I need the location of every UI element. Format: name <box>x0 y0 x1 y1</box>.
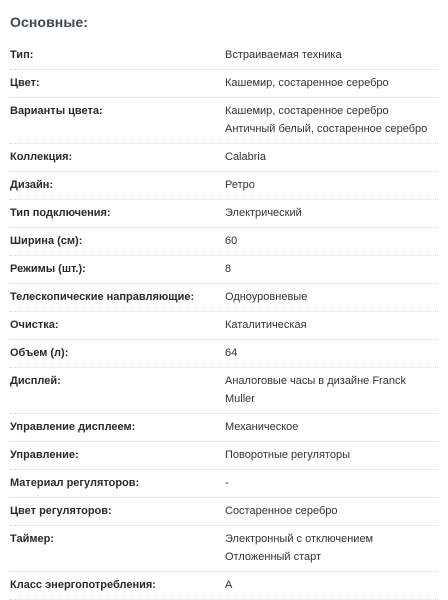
spec-value-line: Античный белый, состаренное серебро <box>225 123 428 135</box>
spec-label: Цвет регуляторов: <box>10 505 112 517</box>
spec-value-line: Отложенный старт <box>225 551 322 563</box>
spec-row <box>10 414 438 442</box>
spec-value-line: Каталитическая <box>225 319 307 331</box>
spec-label: Дизайн: <box>10 179 54 191</box>
spec-row <box>10 70 438 98</box>
spec-row <box>10 256 438 284</box>
spec-row <box>10 172 438 200</box>
spec-row <box>10 98 438 144</box>
spec-value <box>225 232 438 250</box>
spec-value <box>225 316 438 334</box>
section-title: Основные: <box>10 14 89 30</box>
spec-row <box>10 442 438 470</box>
spec-label: Класс энергопотребления: <box>10 579 156 591</box>
spec-row <box>10 200 438 228</box>
spec-value-line: Кашемир, состаренное серебро <box>225 105 389 117</box>
spec-label: Очистка: <box>10 319 59 331</box>
spec-label: Ширина (см): <box>10 235 83 247</box>
spec-value-line: 8 <box>225 263 232 275</box>
spec-row <box>10 144 438 172</box>
spec-row <box>10 470 438 498</box>
spec-row <box>10 228 438 256</box>
spec-value <box>225 46 438 64</box>
spec-value-line: Calabria <box>225 151 266 163</box>
spec-label: Объем (л): <box>10 347 69 359</box>
spec-value-line: 64 <box>225 347 238 359</box>
spec-value <box>225 418 438 436</box>
spec-value <box>225 204 438 222</box>
spec-label: Варианты цвета: <box>10 105 103 117</box>
spec-label: Коллекция: <box>10 151 73 163</box>
spec-value <box>225 446 438 464</box>
spec-value-line: Встраиваемая техника <box>225 49 342 61</box>
spec-value <box>225 530 438 566</box>
spec-label: Тип подключения: <box>10 207 111 219</box>
spec-value <box>225 576 438 594</box>
spec-value-line: 60 <box>225 235 238 247</box>
spec-value <box>225 148 438 166</box>
spec-row <box>10 42 438 70</box>
spec-value <box>225 176 438 194</box>
spec-label: Цвет: <box>10 77 40 89</box>
spec-label: Управление дисплеем: <box>10 421 136 433</box>
spec-row <box>10 312 438 340</box>
spec-value-line: A <box>225 579 233 591</box>
spec-label: Телескопические направляющие: <box>10 291 195 303</box>
spec-row <box>10 368 438 414</box>
spec-row <box>10 498 438 526</box>
spec-label: Управление: <box>10 449 79 461</box>
spec-value-line: Состаренное серебро <box>225 505 338 517</box>
spec-value-line: Кашемир, состаренное серебро <box>225 77 389 89</box>
spec-value-line: Аналоговые часы в дизайне Franck Muller <box>225 375 406 405</box>
spec-value <box>225 260 438 278</box>
spec-value <box>225 288 438 306</box>
spec-value <box>225 502 438 520</box>
spec-value <box>225 74 438 92</box>
spec-value-line: Механическое <box>225 421 299 433</box>
spec-value-line: Одноуровневые <box>225 291 308 303</box>
spec-value-line: Электронный с отключением <box>225 533 374 545</box>
spec-row <box>10 526 438 572</box>
spec-value-line: Поворотные регуляторы <box>225 449 350 461</box>
spec-value <box>225 474 438 492</box>
spec-value-line: Электрический <box>225 207 302 219</box>
spec-row <box>10 572 438 600</box>
spec-label: Таймер: <box>10 533 54 545</box>
spec-label: Тип: <box>10 49 34 61</box>
spec-label: Режимы (шт.): <box>10 263 86 275</box>
spec-value-line: Ретро <box>225 179 255 191</box>
spec-value-line: - <box>225 477 229 489</box>
spec-label: Дисплей: <box>10 375 61 387</box>
spec-value <box>225 344 438 362</box>
spec-row <box>10 340 438 368</box>
spec-row <box>10 284 438 312</box>
specs-table <box>10 42 438 600</box>
spec-label: Материал регуляторов: <box>10 477 140 489</box>
spec-value <box>225 372 438 408</box>
spec-value <box>225 102 438 138</box>
